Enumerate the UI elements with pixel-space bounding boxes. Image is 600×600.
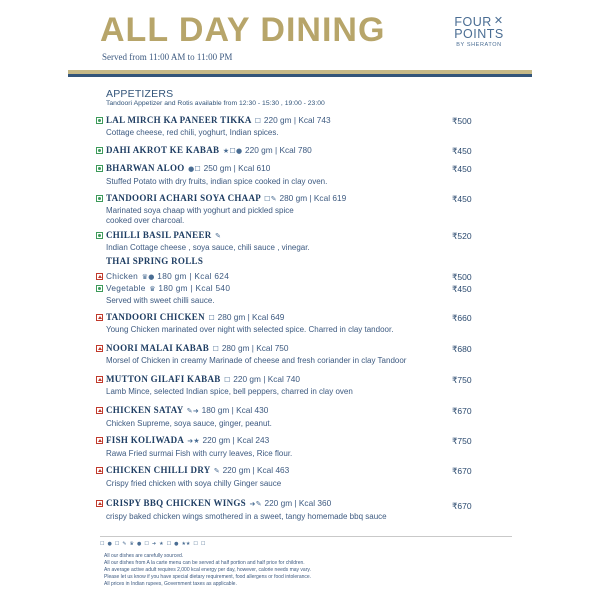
item-name: LAL MIRCH KA PANEER TIKKA (106, 115, 252, 125)
item-meta: 220 gm | Kcal 243 (202, 435, 270, 445)
item-description: Lamb Mince, selected Indian spice, bell peppers, charred in clay oven (106, 387, 353, 396)
item-price: ₹450 (452, 146, 472, 156)
item-description: Stuffed Potato with dry fruits, indian spice cooked in clay oven. (106, 177, 328, 186)
footer-line: All our dishes from A la carte menu can be served at half portion and half price for children. (104, 560, 305, 566)
item-name: NOORI MALAI KABAB (106, 343, 210, 353)
legend-icon: ● (107, 541, 112, 547)
item-description: Cottage cheese, red chili, yoghurt, Indian spices. (106, 128, 279, 137)
dietary-icons: ♛ (149, 285, 156, 293)
item-price: ₹500 (452, 272, 472, 282)
legend-icon: ☐ (193, 541, 198, 547)
item-name: FISH KOLIWADA (106, 435, 184, 445)
non-veg-icon (96, 437, 103, 444)
item-name: DAHI AKROT KE KABAB (106, 145, 220, 155)
item-meta: 280 gm | Kcal 750 (221, 343, 289, 353)
veg-icon (96, 147, 103, 154)
serving-hours: Served from 11:00 AM to 11:00 PM (102, 52, 233, 62)
item-description-line-2: cooked over charcoal. (106, 216, 185, 225)
item-description: Chicken Supreme, soya sauce, ginger, peanut. (106, 419, 272, 428)
veg-icon (96, 195, 103, 202)
legend-icon: ➜ (151, 541, 157, 547)
legend-icon: ☐ (114, 541, 120, 547)
item-price: ₹750 (452, 436, 472, 446)
legend-icon: ● (174, 541, 179, 547)
item-name: MUTTON GILAFI KABAB (106, 374, 221, 384)
veg-icon (96, 165, 103, 172)
page-title: ALL DAY DINING (100, 11, 386, 49)
item-price: ₹750 (452, 375, 472, 385)
legend-icon: ☐ (100, 541, 105, 547)
item-price: ₹500 (452, 116, 472, 126)
item-meta: 220 gm | Kcal 360 (264, 498, 332, 508)
legend-icon: ☐ (144, 541, 149, 547)
non-veg-icon (96, 407, 103, 414)
item-description: Rawa Fried surmai Fish with curry leaves, Rice flour. (106, 449, 293, 458)
brand-logo (444, 16, 514, 48)
legend-icon: ✎ (122, 541, 127, 547)
variant-meta: 180 gm | Kcal 540 (158, 283, 231, 293)
dietary-icons: ☐ (224, 376, 231, 384)
veg-icon (96, 285, 103, 292)
non-veg-icon (96, 273, 103, 280)
item-price: ₹670 (452, 501, 472, 511)
item-meta: 220 gm | Kcal 780 (245, 145, 312, 155)
header-divider-blue (68, 74, 532, 77)
logo-mark-icon: ✕ (493, 15, 504, 27)
item-price: ₹660 (452, 313, 472, 323)
dietary-icons: ✎➜ (186, 407, 200, 415)
item-name: CRISPY BBQ CHICKEN WINGS (106, 498, 246, 508)
item-meta: 220 gm | Kcal 740 (233, 374, 300, 384)
item-name: CHICKEN SATAY (106, 405, 184, 415)
dietary-legend (100, 538, 512, 550)
item-price: ₹450 (452, 164, 472, 174)
footer-line: All our dishes are carefully sourced. (104, 553, 184, 559)
variant-meta: 180 gm | Kcal 624 (157, 271, 230, 281)
dietary-icons: ☐ (212, 345, 220, 353)
item-description: crispy baked chicken wings smothered in a sweet, tangy homemade bbq sauce (106, 512, 387, 521)
dietary-icons: ●☐ (188, 165, 202, 173)
item-name: TANDOORI ACHARI SOYA CHAAP (106, 193, 261, 203)
dietary-icons: ♛● (141, 273, 155, 281)
item-price: ₹670 (452, 406, 472, 416)
item-description: Marinated soya chaap with yoghurt and pickled spice (106, 206, 294, 215)
item-meta: 280 gm | Kcal 619 (279, 193, 347, 203)
item-description: Young Chicken marinated over night with selected spice. Charred in clay tandoor. (106, 325, 394, 334)
item-name: BHARWAN ALOO (106, 163, 185, 173)
dietary-icons: ☐ (208, 314, 216, 322)
legend-icon: ♛ (129, 541, 135, 547)
section-title: APPETIZERS (106, 88, 174, 100)
item-price: ₹520 (452, 231, 472, 241)
item-price: ₹680 (452, 344, 472, 354)
footer-line: All prices in Indian rupees, Government taxes as applicable. (104, 581, 237, 587)
item-price: ₹450 (452, 194, 472, 204)
dietary-icons: ➜★ (187, 437, 200, 445)
item-description: Morsel of Chicken in creamy Marinade of cheese and fresh coriander in clay Tandoor (106, 356, 407, 365)
item-name: TANDOORI CHICKEN (106, 312, 205, 322)
legend-icon: ● (137, 541, 142, 547)
legend-icon: ★★ (181, 541, 191, 547)
item-price: ₹670 (452, 466, 472, 476)
dietary-icons: ☐✎ (264, 195, 277, 203)
legend-divider (100, 536, 512, 537)
item-price: ₹450 (452, 284, 472, 294)
non-veg-icon (96, 345, 103, 352)
logo-line-1: FOUR ✕ (454, 15, 504, 29)
item-meta: 250 gm | Kcal 610 (203, 163, 271, 173)
dietary-icons: ☐ (254, 117, 262, 125)
logo-line-2: POINTS (454, 27, 504, 41)
footer-line: Please let us know if you have special dietary requirement, food allergens or food intolerance. (104, 574, 312, 580)
item-meta: 280 gm | Kcal 649 (217, 312, 285, 322)
dietary-icons: ➜✎ (249, 500, 262, 508)
legend-icon: ★ (159, 541, 164, 547)
item-name: CHILLI BASIL PANEER (106, 230, 212, 240)
non-veg-icon (96, 467, 103, 474)
footer-line: An average active adult requires 2,000 kcal energy per day, however, calorie needs may vary. (104, 567, 311, 573)
dietary-icons: ✎ (215, 232, 222, 240)
non-veg-icon (96, 500, 103, 507)
section-note: Tandoori Appetizer and Rotis available from 12:30 - 15:30 , 19:00 - 23:00 (106, 100, 325, 107)
dietary-icons: ★☐● (222, 147, 243, 155)
legend-icon: ☐ (200, 541, 206, 547)
veg-icon (96, 117, 103, 124)
variant-label: Vegetable (106, 283, 146, 293)
spring-rolls-heading: THAI SPRING ROLLS (106, 256, 204, 266)
item-description: Crispy fried chicken with soya chilly Ginger sauce (106, 479, 282, 488)
item-meta: 220 gm | Kcal 743 (263, 115, 331, 125)
variant-label: Chicken (106, 271, 139, 281)
item-description: Served with sweet chilli sauce. (106, 296, 215, 305)
footer-notes (104, 553, 504, 588)
non-veg-icon (96, 314, 103, 321)
item-meta: 220 gm | Kcal 463 (222, 465, 290, 475)
item-name: CHICKEN CHILLI DRY (106, 465, 211, 475)
legend-icon: ☐ (166, 541, 172, 547)
veg-icon (96, 232, 103, 239)
dietary-icons: ✎ (213, 467, 220, 475)
logo-subtitle: BY SHERATON (456, 42, 502, 48)
item-meta: 180 gm | Kcal 430 (201, 405, 269, 415)
item-description: Indian Cottage cheese , soya sauce, chili sauce , vinegar. (106, 243, 310, 252)
non-veg-icon (96, 376, 103, 383)
